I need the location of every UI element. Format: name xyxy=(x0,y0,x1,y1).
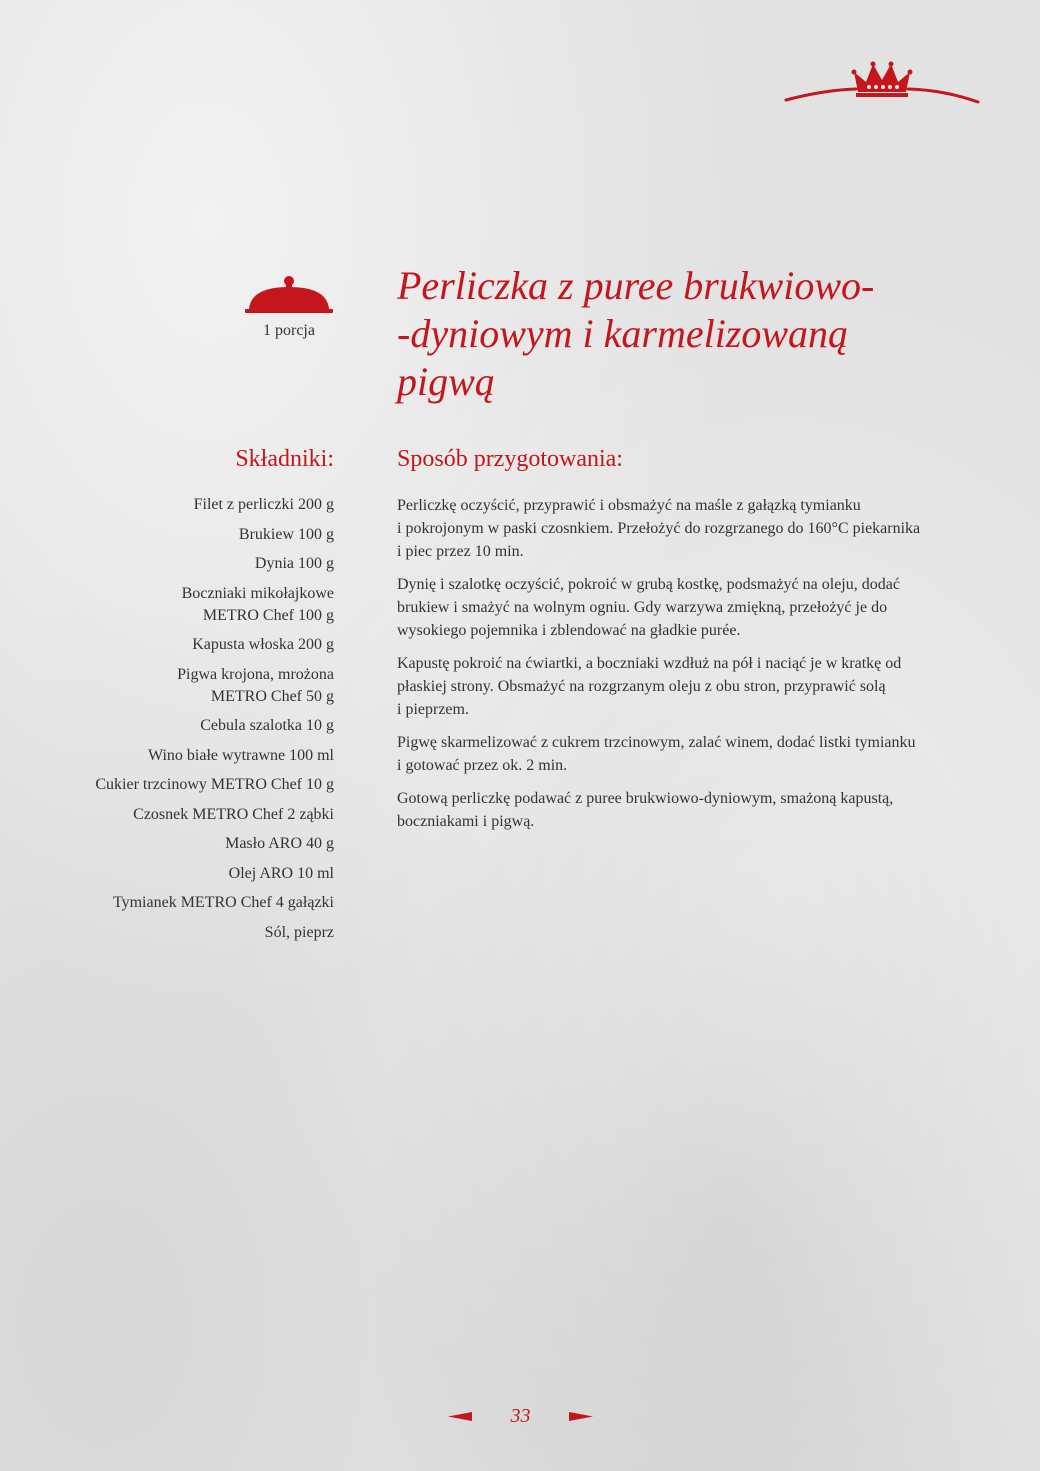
ingredient-item: Tymianek METRO Chef 4 gałązki xyxy=(112,894,334,911)
ingredient-item: Wino białe wytrawne 100 ml xyxy=(148,746,334,764)
method-paragraph: Pigwę skarmelizować z cukrem trzcinowym, zalać winem, dodać listki tymianku i gotować przez ok. 2 min. xyxy=(397,734,916,774)
ingredient-item: Pigwa krojona, mrożona METRO Chef 50 g xyxy=(177,665,334,705)
cloche-icon xyxy=(245,275,333,317)
arrow-right-icon xyxy=(569,1412,593,1421)
ingredient-item: Cukier trzcinowy METRO Chef 10 g xyxy=(95,776,334,793)
page-footer xyxy=(448,1403,593,1433)
title-line: Perliczka z puree brukwiowo- xyxy=(397,263,875,308)
page-number: 33 xyxy=(510,1405,531,1427)
ingredients-heading: Składniki: xyxy=(235,446,334,472)
ingredient-item: Olej ARO 10 ml xyxy=(228,864,334,882)
recipe-title xyxy=(397,262,957,406)
method-paragraph: Dynię i szalotkę oczyścić, pokroić w grubą kostkę, podsmażyć na oleju, dodać brukiew i smażyć na wolnym ogniu. Gdy warzywa zmiękną, przełożyć je do wysokiego pojemnika i zblendować na gładkie purée. xyxy=(397,576,900,639)
ingredient-item: Filet z perliczki 200 g xyxy=(193,496,334,513)
method-heading: Sposób przygotowania: xyxy=(397,446,623,472)
ingredient-item: Czosnek METRO Chef 2 ząbki xyxy=(133,805,334,823)
ingredient-item: Kapusta włoska 200 g xyxy=(192,636,334,653)
method-paragraph: Gotową perliczkę podawać z puree brukwiowo-dyniowym, smażoną kapustą, boczniakami i pigwą. xyxy=(397,790,894,830)
servings-label: 1 porcja xyxy=(263,322,315,339)
crown-icon xyxy=(784,60,980,108)
method-steps xyxy=(397,494,962,843)
ingredient-item: Masło ARO 40 g xyxy=(225,835,334,852)
ingredient-item: Boczniaki mikołajkowe METRO Chef 100 g xyxy=(181,584,334,624)
title-line: pigwą xyxy=(397,359,495,404)
ingredient-item: Brukiew 100 g xyxy=(238,525,334,543)
ingredients-list xyxy=(44,494,334,951)
method-paragraph: Kapustę pokroić na ćwiartki, a boczniaki wzdłuż na pół i naciąć je w kratkę od płaskiej strony. Obsmażyć na rozgrzanym oleju z obu stron, przyprawić solą i pieprzem. xyxy=(397,655,902,718)
method-paragraph: Perliczkę oczyścić, przyprawić i obsmażyć na maśle z gałązką tymianku i pokrojonym w paski czosnkiem. Przełożyć do rozgrzanego do 160°C piekarnika i piec przez 10 min. xyxy=(397,497,921,560)
ingredient-item: Cebula szalotka 10 g xyxy=(200,717,334,734)
title-line: -dyniowym i karmelizowaną xyxy=(397,311,849,356)
ingredient-item: Dynia 100 g xyxy=(254,555,334,572)
ingredient-item: Sól, pieprz xyxy=(264,923,334,941)
